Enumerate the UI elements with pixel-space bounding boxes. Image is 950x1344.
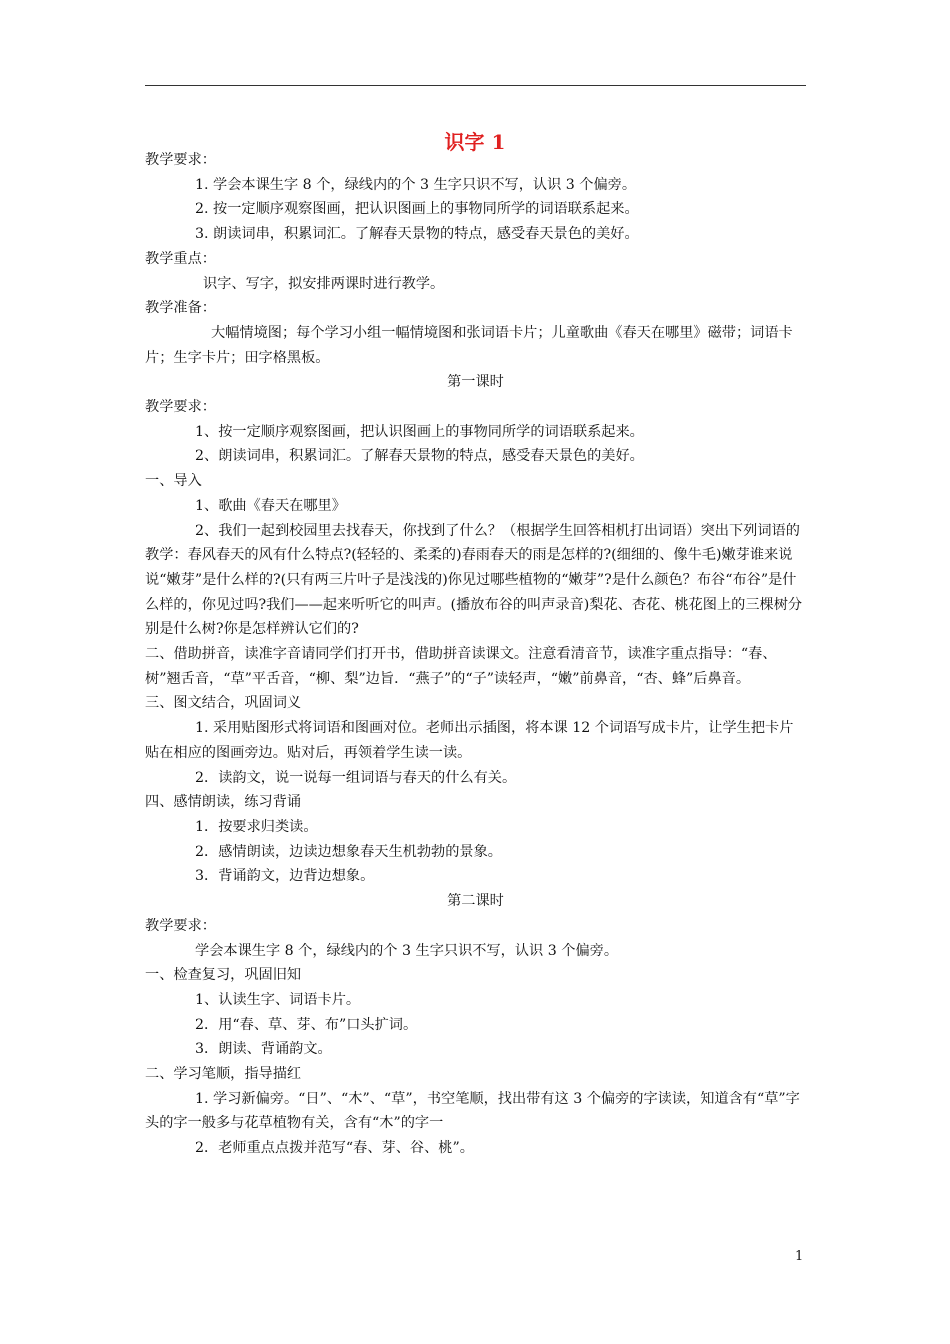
section-heading: 第二课时 [447, 893, 504, 910]
paragraph: 2. 按一定顺序观察图画，把认识图画上的事物同所学的词语联系起来。 [195, 201, 639, 218]
paragraph: 3．背诵韵文，边背边想象。 [195, 868, 375, 885]
page-number: 1 [795, 1249, 804, 1264]
paragraph: 1、认读生字、词语卡片。 [195, 991, 361, 1008]
paragraph: 1、歌曲《春天在哪里》 [195, 497, 346, 514]
paragraph: 1. 采用贴图形式将词语和图画对位。老师出示插图，将本课 12 个词语写成卡片，让学生把卡片贴在相应的图画旁边。贴对后，再领着学生读一读。 [145, 720, 794, 761]
document-body [145, 148, 806, 1161]
paragraph: 2、我们一起到校园里去找春天，你找到了什么？（根据学生回答相机打出词语）突出下列词语的教学：春风春天的风有什么特点?(轻轻的、柔柔的)春雨春天的雨是怎样的?(细细的、像牛毛)嫩芽谁来说说“嫩芽”是什么样的?(只有两三片叶子是浅浅的)你见过哪些植物的“嫩芽”?是什么颜色？布谷“布谷”是什么样的，你见过吗?我们——起来听听它的叫声。(播放布谷的叫声录音)梨花、杏花、桃花图上的三棵树分别是什么树?你是怎样辨认它们的? [145, 522, 803, 638]
paragraph: 2．读韵文，说一说每一组词语与春天的什么有关。 [195, 769, 517, 786]
paragraph: 学会本课生字 8 个，绿线内的个 3 生字只识不写，认识 3 个偏旁。 [195, 942, 619, 959]
paragraph: 识字、写字，拟安排两课时进行教学。 [203, 275, 445, 292]
outline-heading: 三、图文结合，巩固词义 [145, 695, 302, 712]
paragraph: 3. 朗读词串，积累词汇。了解春天景物的特点，感受春天景色的美好。 [195, 226, 639, 243]
paragraph: 1．按要求归类读。 [195, 818, 318, 835]
paragraph: 2．用“春、草、芽、布”口头扩词。 [195, 1016, 418, 1033]
paragraph: 1、按一定顺序观察图画，把认识图画上的事物同所学的词语联系起来。 [195, 423, 644, 440]
outline-heading: 一、导入 [145, 473, 202, 490]
paragraph: 3．朗读、背诵韵文。 [195, 1041, 332, 1058]
outline-heading: 教学要求： [145, 399, 216, 416]
outline-heading: 教学重点： [145, 250, 216, 267]
paragraph: 2．感情朗读，边读边想象春天生机勃勃的景象。 [195, 843, 502, 860]
outline-heading: 四、感情朗读，练习背诵 [145, 794, 302, 811]
outline-heading: 教学要求： [145, 917, 216, 934]
outline-heading: 一、检查复习，巩固旧知 [145, 967, 302, 984]
paragraph: 大幅情境图；每个学习小组一幅情境图和张词语卡片；儿童歌曲《春天在哪里》磁带；词语卡片；生字卡片；田字格黑板。 [145, 324, 793, 366]
section-heading: 第一课时 [447, 374, 504, 391]
paragraph: 1. 学习新偏旁。“日”、“木”、“草”，书空笔顺，找出带有这 3 个偏旁的字读读，知道含有“草”字头的字一般多与花草植物有关，含有“木”的字一 [145, 1090, 800, 1132]
paragraph: 1. 学会本课生字 8 个，绿线内的个 3 生字只识不写，认识 3 个偏旁。 [195, 176, 637, 193]
paragraph: 2．老师重点点拨并范写“春、芽、谷、桃”。 [195, 1140, 474, 1157]
outline-heading: 教学要求： [145, 152, 216, 168]
outline-heading: 二、借助拼音，读准字音请同学们打开书，借助拼音读课文。注意看清音节，读准字重点指导：“春、树”翘舌音，“草”平舌音，“柳、梨”边旨．“燕子”的“子”读轻声，“嫩”前鼻音，“杏、蜂”后鼻音。 [145, 646, 777, 687]
document-title: 识字 1 [444, 130, 506, 154]
paragraph: 2、朗读词串，积累词汇。了解春天景物的特点，感受春天景色的美好。 [195, 448, 644, 465]
outline-heading: 二、学习笔顺，指导描红 [145, 1066, 302, 1083]
outline-heading: 教学准备： [145, 300, 216, 317]
header-rule [145, 85, 806, 86]
